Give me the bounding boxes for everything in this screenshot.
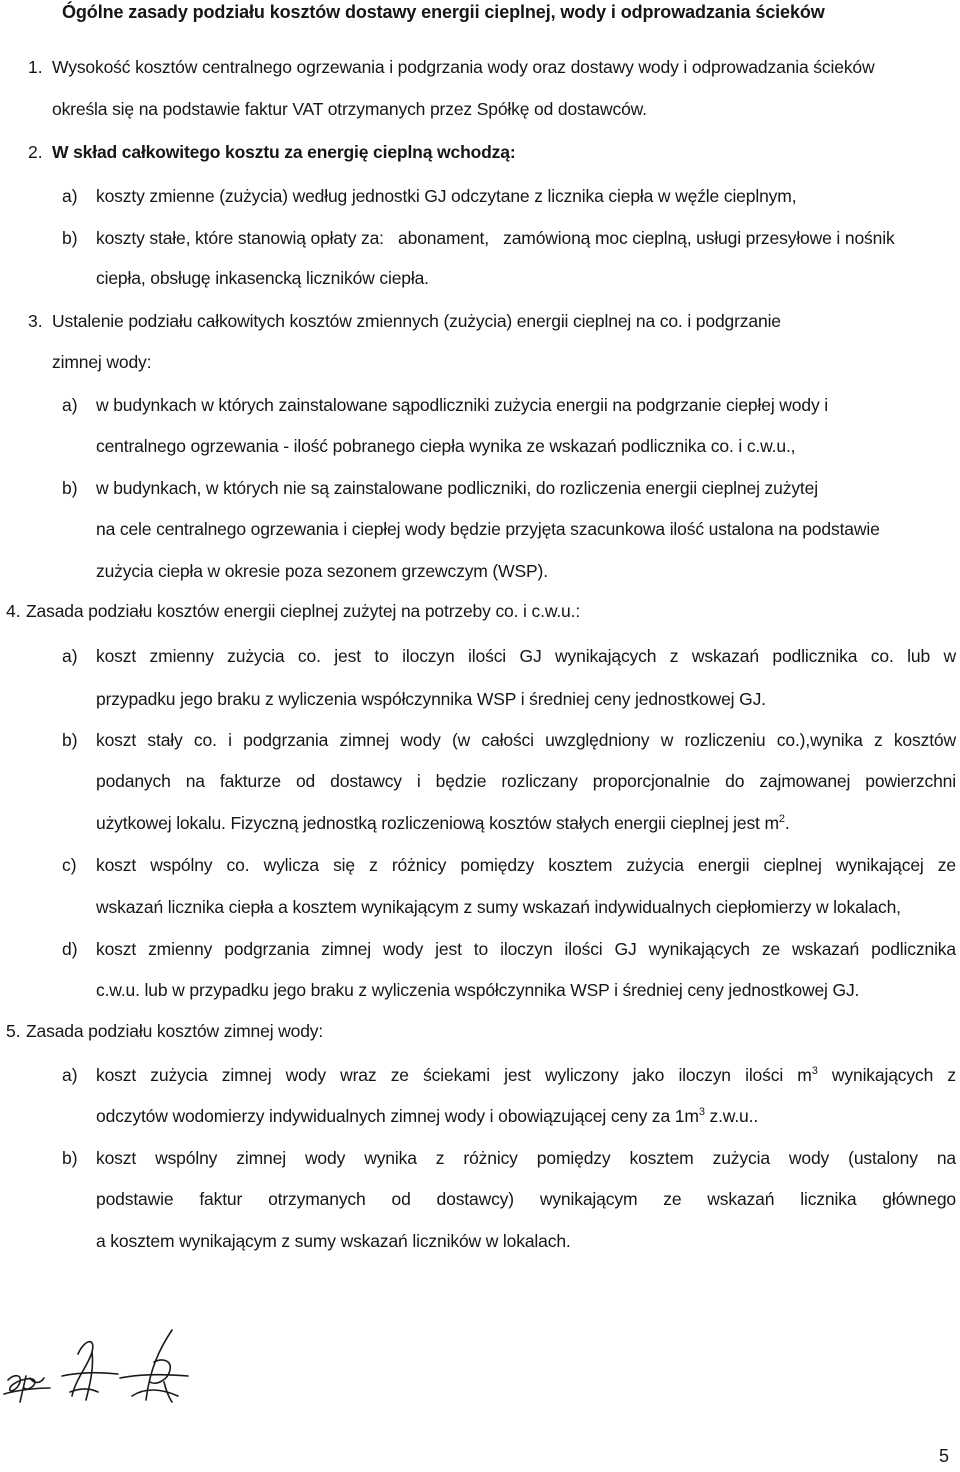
item-line: ciepła, obsługę inkasencką liczników ciepła.	[96, 268, 429, 288]
item-line	[96, 1065, 956, 1086]
item-label: d)	[62, 939, 78, 959]
item-label: b)	[62, 478, 78, 498]
item-line: koszt zmienny zużycia co. jest to iloczyn ilości GJ wynikających z wskazań podlicznika co. lub w	[96, 646, 956, 666]
paragraph-line: Wysokość kosztów centralnego ogrzewania i podgrzania wody oraz dostawy wody i odprowadzania ścieków	[52, 57, 875, 77]
item-line: w budynkach w których zainstalowane sąpodliczniki zużycia energii na podgrzanie ciepłej wody i	[96, 395, 828, 415]
item-line: c.w.u. lub w przypadku jego braku z wyliczenia współczynnika WSP i średniej ceny jednostkowej GJ.	[96, 980, 860, 1000]
paragraph-line: zimnej wody:	[52, 352, 152, 372]
item-line: a kosztem wynikającym z sumy wskazań liczników w lokalach.	[96, 1231, 571, 1251]
section-number: 4.	[6, 601, 21, 621]
paragraph-line: Zasada podziału kosztów energii cieplnej zużytej na potrzeby co. i c.w.u.:	[26, 601, 581, 621]
item-label: a)	[62, 395, 78, 415]
item-line: koszty zmienne (zużycia) według jednostki GJ odczytane z licznika ciepła w węźle cieplnym,	[96, 186, 797, 206]
item-line: koszt wspólny co. wylicza się z różnicy pomiędzy kosztem zużycia energii cieplnej wynikającej ze	[96, 855, 956, 875]
item-line	[96, 1106, 758, 1127]
item-text: .	[784, 813, 790, 833]
item-label: a)	[62, 1065, 78, 1085]
item-line: koszty stałe, które stanowią opłaty za: abonament, zamówioną moc cieplną, usługi przesyłowe i nośnik	[96, 228, 895, 248]
section-number: 2.	[28, 142, 43, 162]
item-label: b)	[62, 228, 78, 248]
item-line: podanych na fakturze od dostawcy i będzie rozliczany proporcjonalnie do zajmowanej powierzchni	[96, 771, 956, 791]
item-line: przypadku jego braku z wyliczenia współczynnika WSP i średniej ceny jednostkowej GJ.	[96, 689, 766, 709]
item-line: wskazań licznika ciepła a kosztem wynikającym z sumy wskazań indywidualnych ciepłomierzy w lokalach,	[96, 897, 901, 917]
section-number: 5.	[6, 1021, 21, 1041]
item-line	[96, 813, 790, 834]
signature-image	[0, 1318, 200, 1418]
item-line: zużycia ciepła w okresie poza sezonem grzewczym (WSP).	[96, 561, 548, 581]
item-text: użytkowej lokalu. Fizyczną jednostką rozliczeniową kosztów stałych energii cieplnej jest m	[96, 813, 779, 833]
item-label: b)	[62, 1148, 78, 1168]
item-label: a)	[62, 186, 78, 206]
section-number: 3.	[28, 311, 43, 331]
item-line: koszt stały co. i podgrzania zimnej wody (w całości uwzględniony w rozliczeniu co.),wynika z kosztów	[96, 730, 956, 750]
document-title: Ógólne zasady podziału kosztów dostawy energii cieplnej, wody i odprowadzania ścieków	[62, 2, 825, 22]
paragraph-line: Ustalenie podziału całkowitych kosztów zmiennych (zużycia) energii cieplnej na co. i podgrzanie	[52, 311, 781, 331]
item-label: a)	[62, 646, 78, 666]
item-text: koszt zużycia zimnej wody wraz ze ściekami jest wyliczony jako iloczyn ilości m	[96, 1065, 812, 1085]
section-number: 1.	[28, 57, 43, 77]
item-line: na cele centralnego ogrzewania i ciepłej wody będzie przyjęta szacunkowa ilość ustalona na podstawie	[96, 519, 880, 539]
superscript: 3	[811, 1065, 818, 1077]
item-line: koszt zmienny podgrzania zimnej wody jest to iloczyn ilości GJ wynikających ze wskazań podlicznika	[96, 939, 956, 959]
item-line: centralnego ogrzewania - ilość pobranego ciepła wynika ze wskazań podlicznika co. i c.w.u.,	[96, 436, 796, 456]
item-line: w budynkach, w których nie są zainstalowane podliczniki, do rozliczenia energii cieplnej zużytej	[96, 478, 818, 498]
item-text: z.w.u..	[704, 1106, 759, 1126]
item-line: podstawie faktur otrzymanych od dostawcy) wynikającym ze wskazań licznika głównego	[96, 1189, 956, 1209]
item-line: koszt wspólny zimnej wody wynika z różnicy pomiędzy kosztem zużycia wody (ustalony na	[96, 1148, 956, 1168]
section-heading: W skład całkowitego kosztu za energię cieplną wchodzą:	[52, 142, 516, 162]
superscript: 3	[698, 1106, 705, 1118]
item-text: wynikających z	[817, 1065, 956, 1085]
page-number: 5	[939, 1446, 950, 1466]
paragraph-line: określa się na podstawie faktur VAT otrzymanych przez Spółkę od dostawców.	[52, 99, 647, 119]
item-text: odczytów wodomierzy indywidualnych zimnej wody i obowiązującej ceny za 1m	[96, 1106, 699, 1126]
superscript: 2	[778, 813, 785, 825]
paragraph-line: Zasada podziału kosztów zimnej wody:	[26, 1021, 324, 1041]
item-label: b)	[62, 730, 78, 750]
item-label: c)	[62, 855, 77, 875]
